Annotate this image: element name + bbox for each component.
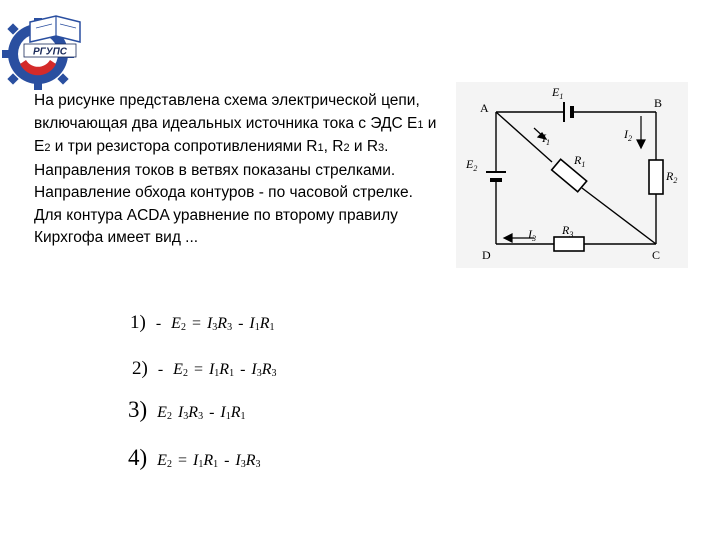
r2-label: $R_2$	[666, 169, 678, 185]
option-equation: $E_2$ $I_3R_3 - I_1R_1$	[157, 404, 246, 422]
option-number: 4)	[128, 445, 148, 470]
answer-option-3[interactable]	[128, 397, 246, 423]
answer-option-1[interactable]: $1) - E_2 = I_3R_3 - I_1R_1$	[130, 312, 275, 333]
i3-label: $I_3$	[528, 227, 536, 243]
option-number: 3)	[128, 397, 148, 422]
e2-label: $E_2$	[466, 157, 478, 173]
answer-option-4[interactable]	[128, 445, 261, 471]
r3-label: $R_3$	[562, 223, 574, 239]
logo-emblem	[0, 8, 84, 92]
node-c-label: C	[652, 248, 661, 262]
node-a-label: A	[480, 101, 489, 115]
e1-label: $E_1$	[552, 85, 564, 101]
circuit-diagram	[456, 82, 688, 268]
option-equation: $E_2 = I_3R_3 - I_1R_1$	[171, 315, 275, 333]
i1-label: $I_1$	[542, 131, 550, 147]
i2-label: $I_2$	[624, 127, 632, 143]
r3-resistor	[554, 237, 584, 251]
answer-option-2[interactable]: $2) - E_2 = I_1R_1 - I_3R_3$	[132, 358, 277, 379]
logo-text: РГУПС	[33, 46, 67, 58]
node-d-label: D	[482, 248, 491, 262]
option-number: 2)	[132, 358, 148, 379]
option-equation: $E_2 = I_1R_1 - I_3R_3$	[157, 452, 261, 470]
option-equation: $E_2 = I_1R_1 - I_3R_3$	[173, 361, 277, 379]
question-text: На рисунке представлена схема электрической цепи, включающая два идеальных источника тока с ЭДС Е1 и Е2 и три резистора сопротивлениями R1, R2 и R3. Направления токов в ветвях показаны стрелками. Направление обхода контуров - по часовой стрелке. Для контура ACDA уравнение по второму правилу Кирхгофа имеет вид ...	[34, 92, 437, 246]
r1-label: $R_1$	[574, 153, 586, 169]
r2-resistor	[649, 160, 663, 194]
node-b-label: B	[654, 96, 663, 110]
option-number: 1)	[130, 312, 146, 333]
